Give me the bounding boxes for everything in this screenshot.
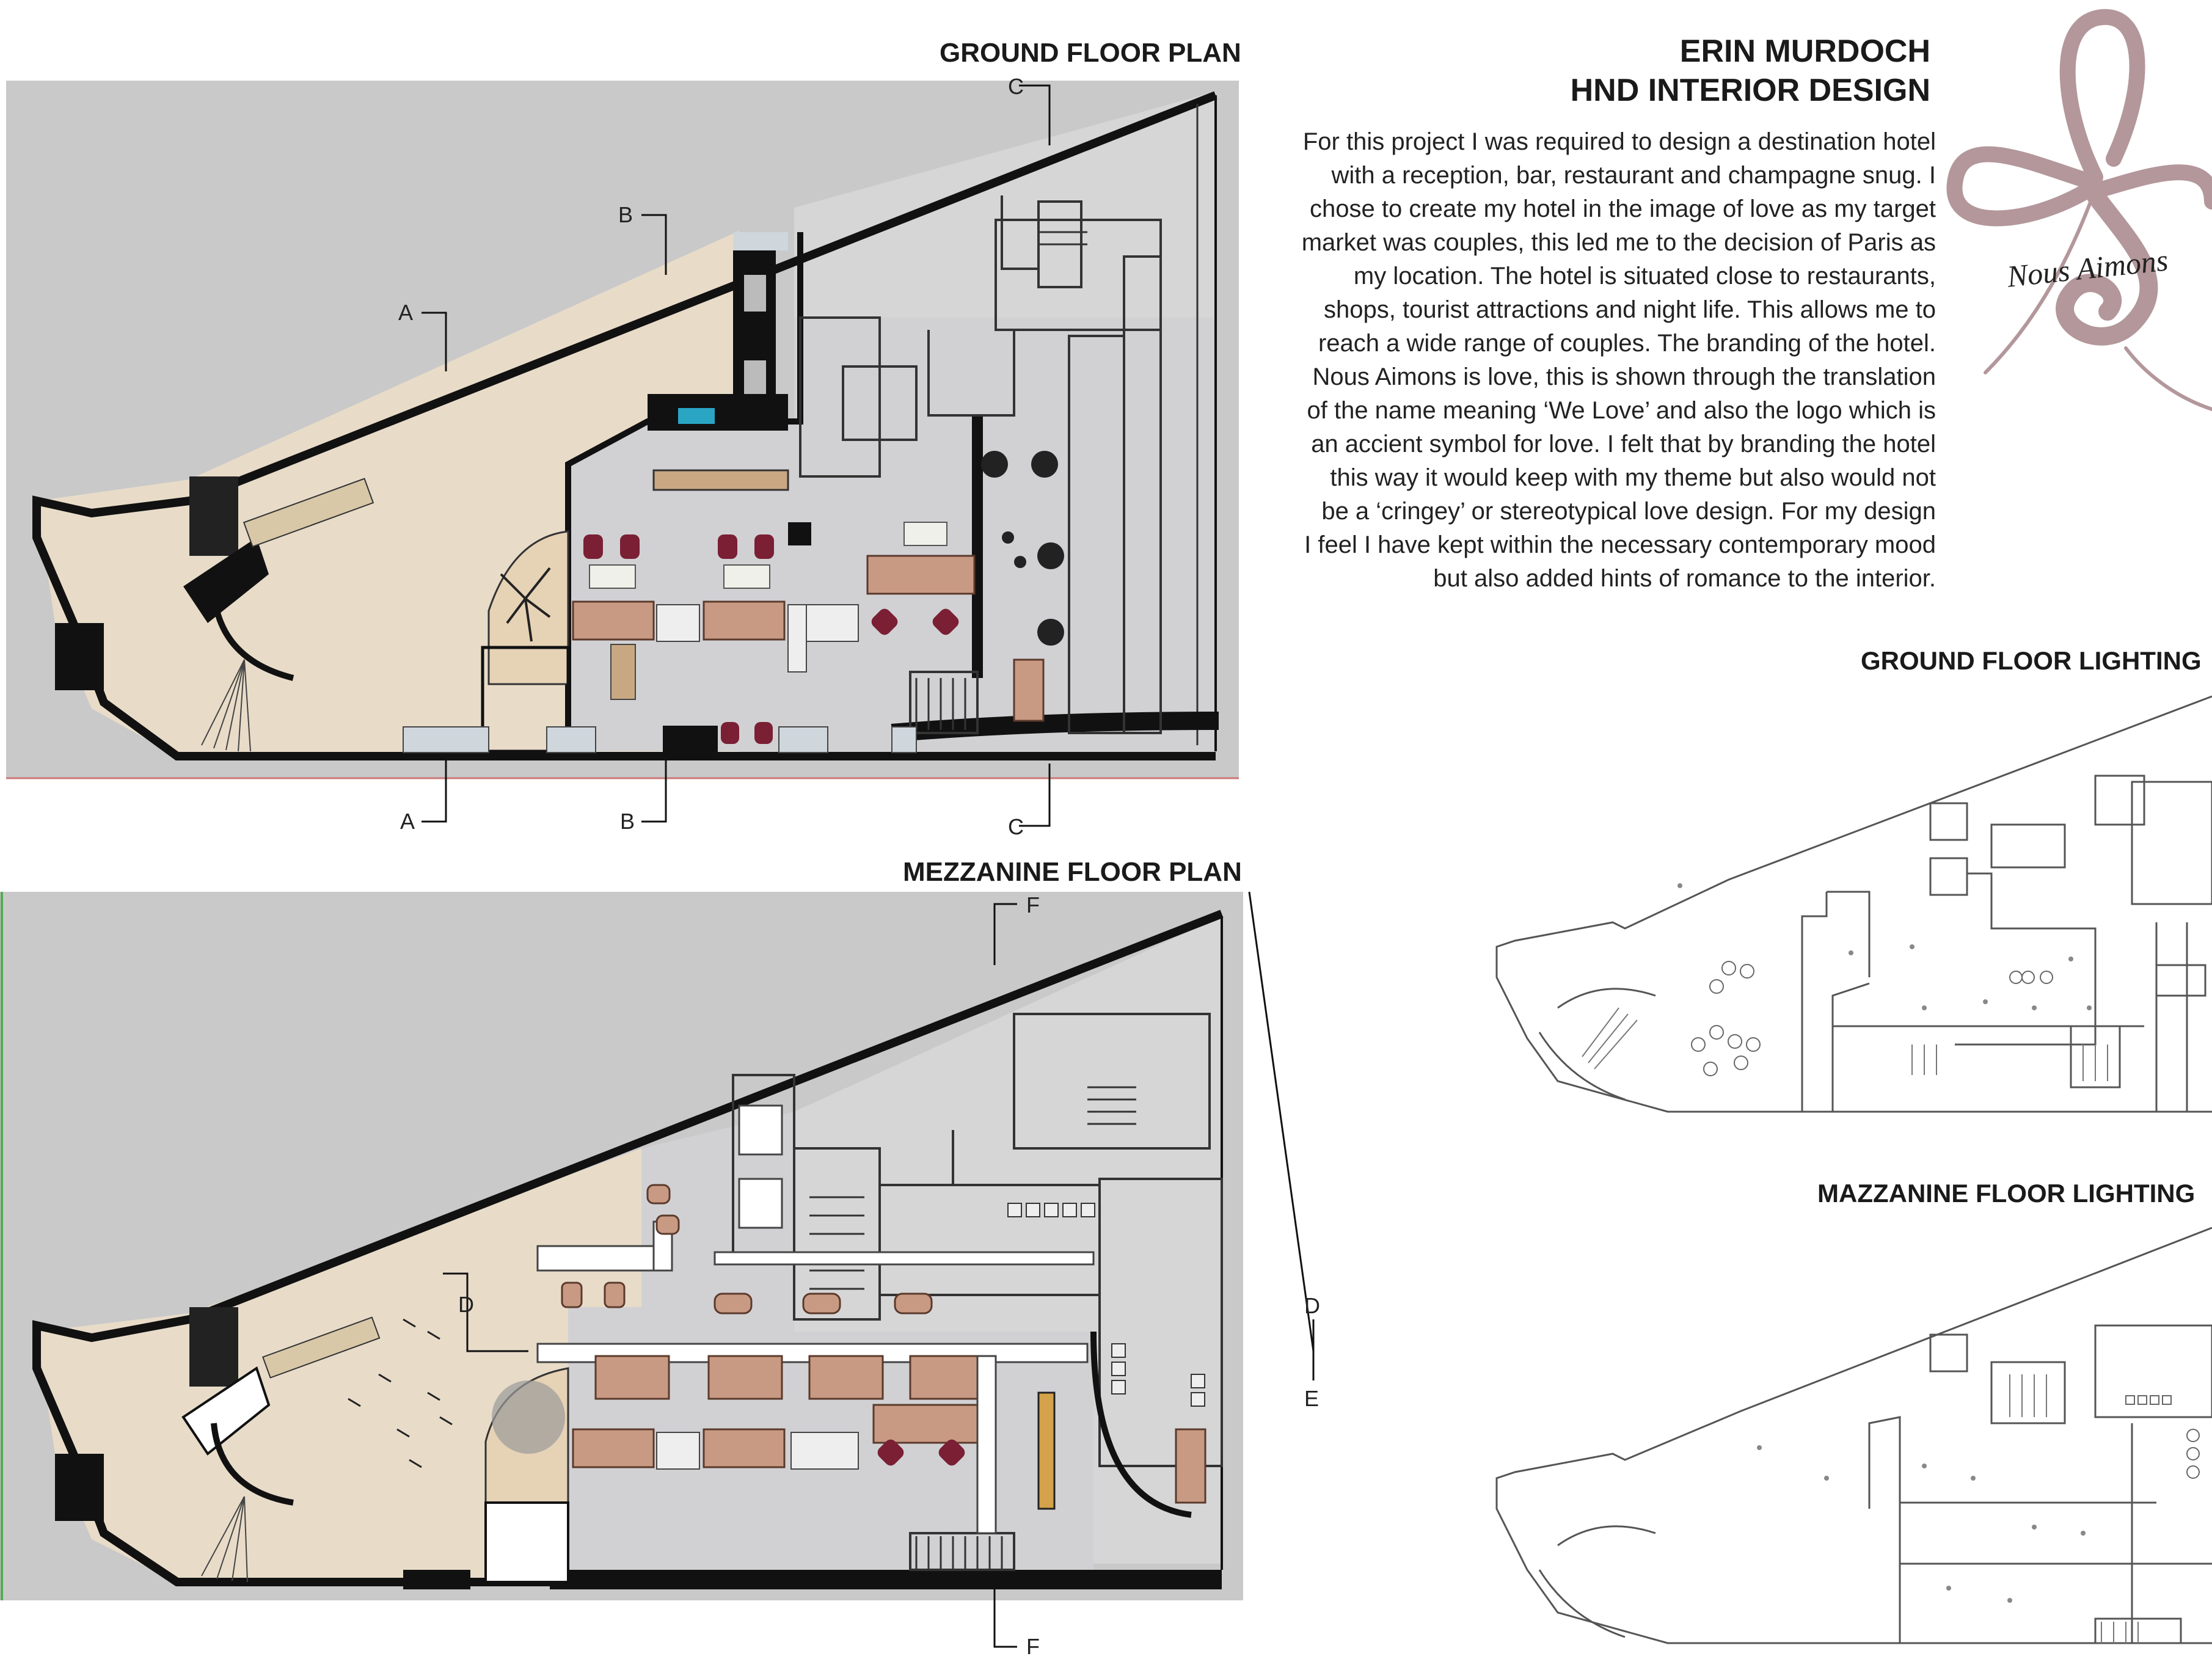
ground-floor-plan [0,73,1246,837]
section-marker-f-bottom: F [1026,1634,1040,1655]
project-description [1178,125,1936,596]
section-marker-b-top: B [618,202,633,227]
description-line: be a ‘cringey’ or stereotypical love design. For my design [1321,498,1936,525]
mezzanine-floor-lighting-title: MAZZANINE FLOOR LIGHTING [1817,1179,2196,1208]
description-line: I feel I have kept within the necessary contemporary mood [1304,531,1936,558]
mezzanine-floor-plan-title: MEZZANINE FLOOR PLAN [903,857,1242,887]
section-marker-f-top: F [1026,892,1040,917]
ribbon-love-knot-icon [1943,6,2212,428]
section-marker-d-left: D [458,1292,474,1317]
description-line: Nous Aimons is love, this is shown through the translation [1312,363,1936,390]
section-marker-c-bottom: C [1008,814,1024,837]
author-name: ERIN MURDOCH [1679,34,1930,69]
logo-text: Nous Aimons [2005,242,2170,294]
section-marker-a-bottom: A [400,809,415,834]
mezzanine-floor-plan [0,892,1344,1655]
description-line: market was couples, this led me to the decision of Paris as [1301,229,1936,256]
description-line: with a reception, bar, restaurant and champagne snug. I [1331,162,1936,189]
ground-floor-lighting-title: GROUND FLOOR LIGHTING [1861,646,2202,675]
ground-floor-lighting-plan [1484,690,2212,1118]
mezzanine-floor-lighting-plan [1484,1222,2212,1659]
description-line: of the name meaning ‘We Love’ and also the logo which is [1307,397,1936,424]
section-marker-d-right: D [1304,1293,1320,1318]
description-line: For this project I was required to design a destination hotel [1302,128,1936,155]
section-marker-e-right: E [1304,1386,1320,1411]
description-line: but also added hints of romance to the interior. [1433,565,1936,592]
section-marker-a-top: A [398,300,414,325]
course-name: HND INTERIOR DESIGN [1570,73,1930,108]
description-line: chose to create my hotel in the image of love as my target [1310,195,1936,222]
author-block [1571,32,1930,110]
ground-floor-plan-title: GROUND FLOOR PLAN [940,38,1241,68]
description-line: this way it would keep with my theme but also would not [1330,464,1936,491]
section-marker-c-top: C [1008,74,1024,99]
description-line: an accient symbol for love. I felt that by branding the hotel [1311,431,1936,458]
nous-aimons-logo [1943,6,2212,428]
section-marker-b-bottom: B [620,809,635,834]
description-line: my location. The hotel is situated close to restaurants, [1353,263,1936,290]
description-line: reach a wide range of couples. The branding of the hotel. [1318,330,1936,357]
description-line: shops, tourist attractions and night life. This allows me to [1324,296,1936,323]
